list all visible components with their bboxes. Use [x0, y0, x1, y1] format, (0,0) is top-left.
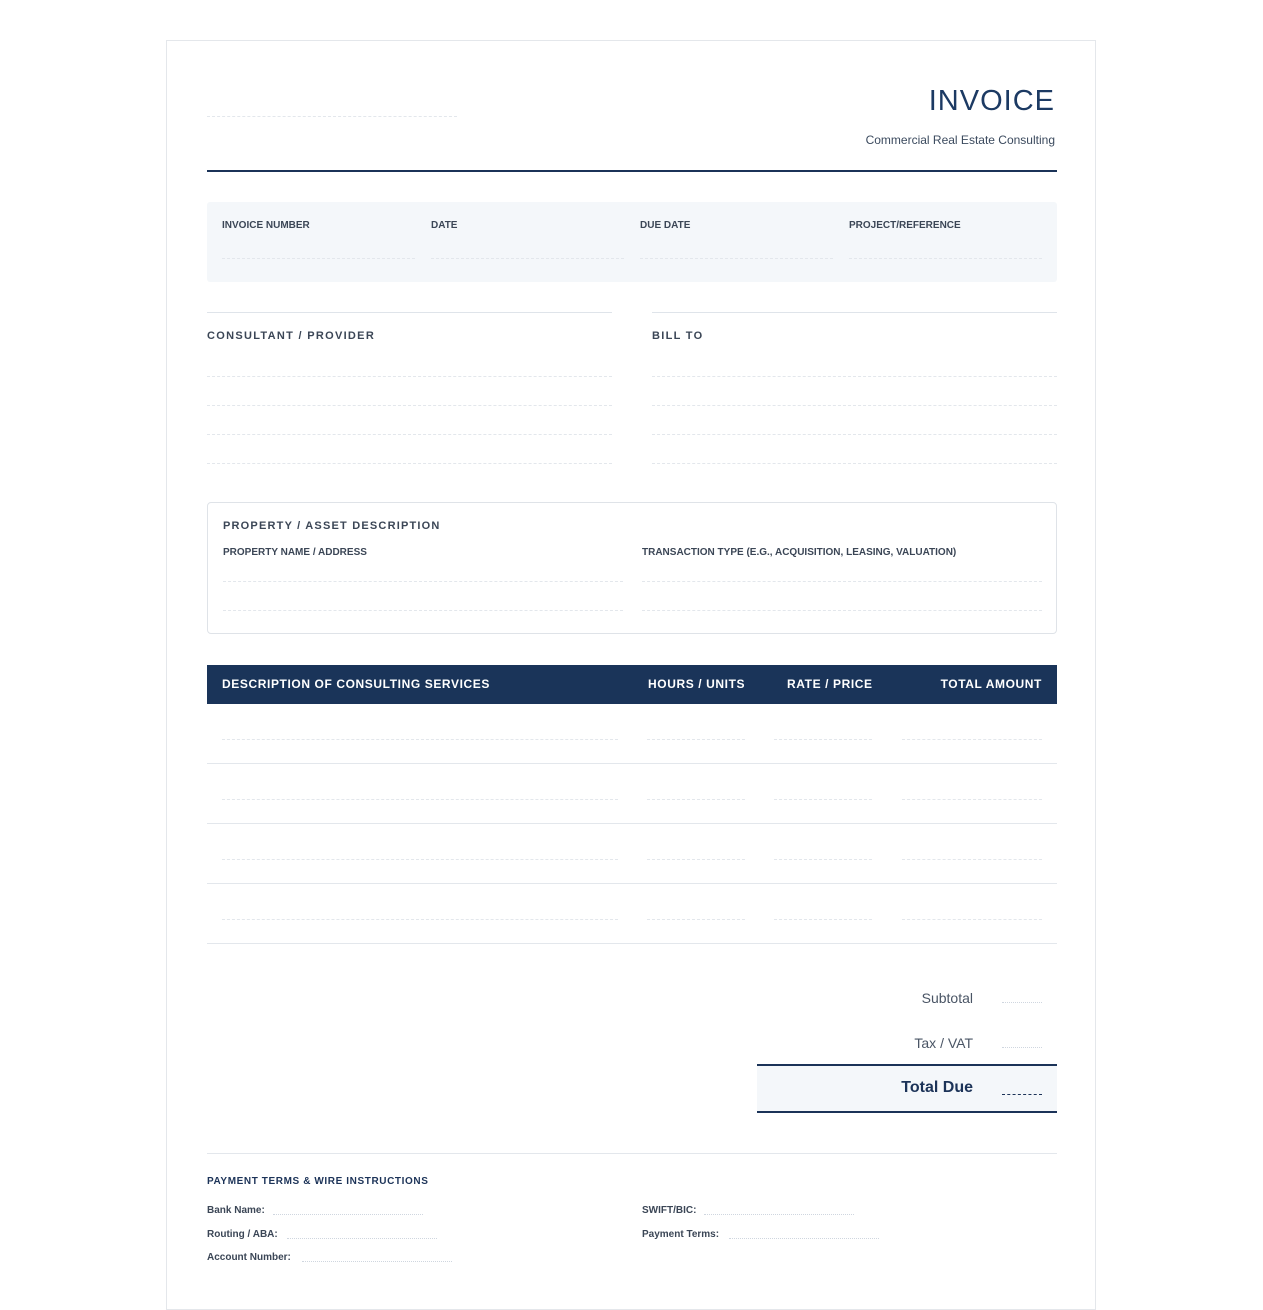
hours-cell[interactable] [647, 739, 745, 740]
account-number-label: Account Number: [207, 1252, 291, 1263]
invoice-page [166, 40, 1096, 1310]
total-due-label: Total Due [901, 1079, 973, 1096]
swift-field[interactable] [704, 1214, 854, 1215]
column-header-description: DESCRIPTION OF CONSULTING SERVICES [222, 677, 490, 691]
routing-label: Routing / ABA: [207, 1229, 278, 1240]
hours-cell[interactable] [647, 919, 745, 920]
subtotal-value-field[interactable] [1002, 1002, 1042, 1003]
subtotal-label: Subtotal [921, 990, 973, 1006]
description-cell[interactable] [222, 919, 618, 920]
project-reference-label: PROJECT/REFERENCE [849, 220, 961, 231]
invoice-title: INVOICE [928, 85, 1055, 117]
bill-to-divider [652, 312, 1057, 313]
bank-name-field[interactable] [273, 1214, 423, 1215]
amount-cell[interactable] [902, 859, 1042, 860]
rate-cell[interactable] [774, 739, 872, 740]
bank-name-label: Bank Name: [207, 1205, 265, 1216]
company-logo-field[interactable] [207, 116, 457, 117]
hours-cell[interactable] [647, 799, 745, 800]
provider-line[interactable] [207, 434, 612, 435]
transaction-type-line[interactable] [642, 581, 1042, 582]
amount-cell[interactable] [902, 799, 1042, 800]
invoice-meta-panel [207, 202, 1057, 282]
tax-value-field[interactable] [1002, 1047, 1042, 1048]
rate-cell[interactable] [774, 919, 872, 920]
bill-to-line[interactable] [652, 463, 1057, 464]
description-cell[interactable] [222, 739, 618, 740]
bill-to-line[interactable] [652, 376, 1057, 377]
due-date-label: DUE DATE [640, 220, 691, 231]
bill-to-line[interactable] [652, 405, 1057, 406]
services-table-header [207, 665, 1057, 704]
bill-to-line[interactable] [652, 434, 1057, 435]
property-section-title: PROPERTY / ASSET DESCRIPTION [223, 520, 441, 532]
provider-line[interactable] [207, 405, 612, 406]
transaction-type-label: TRANSACTION TYPE (E.G., ACQUISITION, LEASING, VALUATION) [642, 547, 957, 558]
table-row [207, 824, 1057, 884]
payment-terms-field[interactable] [729, 1238, 879, 1239]
provider-label: CONSULTANT / PROVIDER [207, 330, 376, 342]
provider-line[interactable] [207, 376, 612, 377]
column-header-hours: HOURS / UNITS [648, 677, 746, 691]
project-reference-field[interactable] [849, 258, 1042, 259]
total-due-panel [757, 1064, 1057, 1113]
invoice-number-label: INVOICE NUMBER [222, 220, 310, 231]
date-label: DATE [431, 220, 458, 231]
bill-to-label: BILL TO [652, 330, 704, 342]
payment-terms-label: Payment Terms: [642, 1229, 720, 1240]
payment-section-title: PAYMENT TERMS & WIRE INSTRUCTIONS [207, 1176, 429, 1187]
invoice-number-field[interactable] [222, 258, 415, 259]
payment-divider [207, 1153, 1057, 1154]
column-header-total: TOTAL AMOUNT [940, 677, 1042, 691]
routing-field[interactable] [287, 1238, 437, 1239]
amount-cell[interactable] [902, 739, 1042, 740]
transaction-type-line[interactable] [642, 610, 1042, 611]
table-row [207, 704, 1057, 764]
provider-divider [207, 312, 612, 313]
column-header-rate: RATE / PRICE [787, 677, 873, 691]
date-field[interactable] [431, 258, 624, 259]
rate-cell[interactable] [774, 859, 872, 860]
property-name-line[interactable] [223, 610, 623, 611]
table-row [207, 764, 1057, 824]
invoice-subtitle: Commercial Real Estate Consulting [865, 133, 1055, 147]
account-number-field[interactable] [302, 1261, 452, 1262]
rate-cell[interactable] [774, 799, 872, 800]
property-name-line[interactable] [223, 581, 623, 582]
tax-label: Tax / VAT [914, 1035, 973, 1051]
hours-cell[interactable] [647, 859, 745, 860]
table-row [207, 884, 1057, 944]
provider-line[interactable] [207, 463, 612, 464]
amount-cell[interactable] [902, 919, 1042, 920]
property-name-label: PROPERTY NAME / ADDRESS [223, 547, 367, 558]
swift-label: SWIFT/BIC: [642, 1205, 697, 1216]
due-date-field[interactable] [640, 258, 833, 259]
description-cell[interactable] [222, 799, 618, 800]
description-cell[interactable] [222, 859, 618, 860]
property-description-panel [207, 502, 1057, 634]
total-due-value-field[interactable] [1002, 1094, 1042, 1095]
header-divider [207, 170, 1057, 172]
